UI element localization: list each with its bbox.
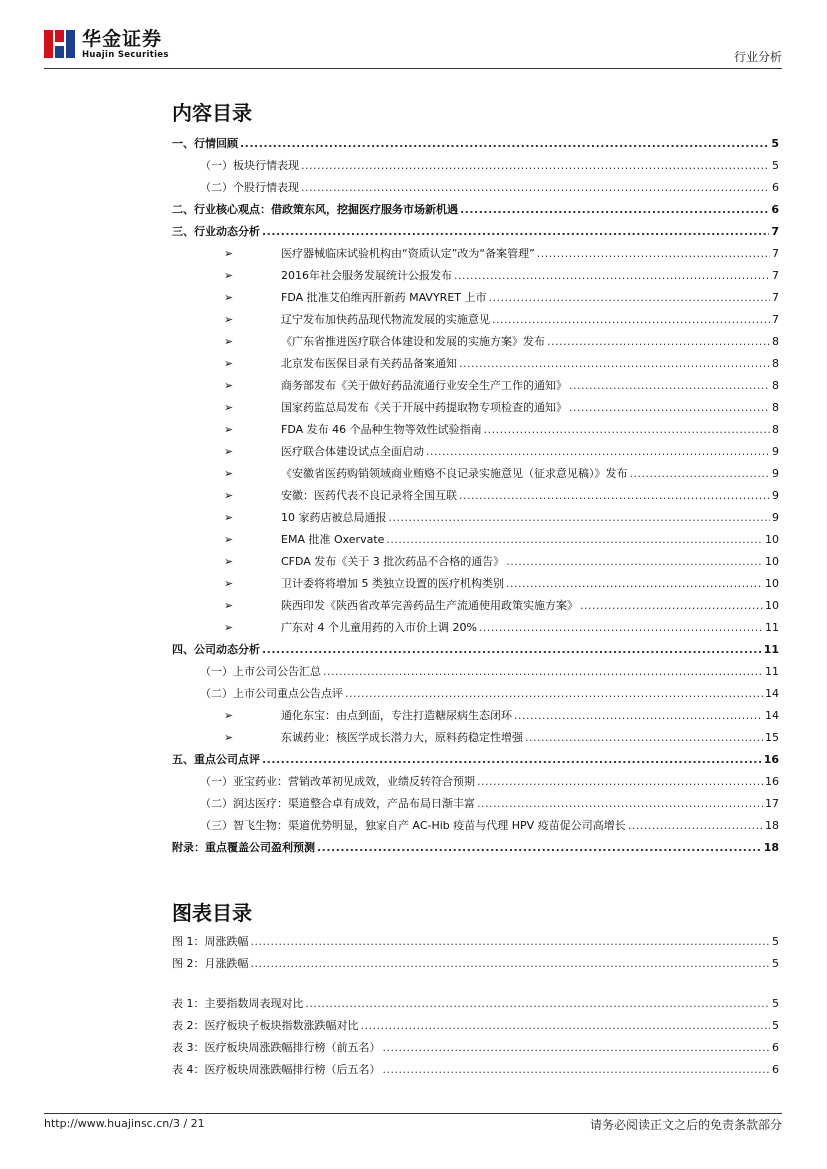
toc-entry[interactable] [172,155,779,177]
toc-entry[interactable] [172,595,779,617]
toc-entry-page: 8 [772,401,779,414]
dot-leader [460,199,769,221]
arrow-bullet-icon: ➢ [224,511,234,524]
toc-entry-title: （一）亚宝药业：营销改革初见成效，业绩反转符合预期 [200,775,475,788]
contents-list [172,133,779,859]
footer-divider [44,1113,782,1114]
dot-leader [514,705,763,727]
arrow-bullet-icon: ➢ [224,269,234,282]
dot-leader [240,133,769,155]
toc-entry-page: 7 [772,291,779,304]
footer-url[interactable]: http://www.huajinsc.cn/ [44,1117,173,1130]
toc-entry-title: 图 2：月涨跌幅 [172,957,249,970]
arrow-bullet-icon: ➢ [224,577,234,590]
arrow-bullet-icon: ➢ [224,555,234,568]
toc-entry-title: 国家药监总局发布《关于开展中药提取物专项检查的通知》 [281,401,567,414]
arrow-bullet-icon: ➢ [224,357,234,370]
toc-entry[interactable] [172,463,779,485]
toc-entry-page: 8 [772,357,779,370]
toc-entry-title: 表 1：主要指数周表现对比 [172,997,304,1010]
toc-entry-title: （二）润达医疗：渠道整合卓有成效，产品布局日渐丰富 [200,797,475,810]
dot-leader [459,353,770,375]
toc-entry-page: 5 [772,935,779,948]
toc-entry[interactable] [172,529,779,551]
toc-entry-page: 8 [772,335,779,348]
dot-leader [262,221,769,243]
page-header [44,28,782,66]
arrow-bullet-icon: ➢ [224,423,234,436]
dot-leader [383,1037,771,1059]
toc-entry-page: 6 [772,1041,779,1054]
contents-title: 内容目录 [172,101,252,125]
figures-title: 图表目录 [172,901,252,925]
toc-entry[interactable] [172,815,779,837]
dot-leader [383,1059,771,1081]
dot-leader [345,683,763,705]
toc-entry[interactable] [172,749,779,771]
toc-entry-page: 16 [765,775,779,788]
arrow-bullet-icon: ➢ [224,533,234,546]
toc-entry-page: 6 [772,181,779,194]
dot-leader [251,953,771,975]
toc-entry-title: 广东对 4 个儿童用药的入市价上调 20% [281,621,477,634]
arrow-bullet-icon: ➢ [224,467,234,480]
toc-entry-page: 5 [771,137,779,150]
toc-entry[interactable] [172,441,779,463]
toc-entry-title: （三）智飞生物：渠道优势明显，独家自产 AC-Hib 疫苗与代理 HPV 疫苗促公司高增长 [200,819,626,832]
toc-entry[interactable] [172,375,779,397]
toc-entry[interactable] [172,953,779,975]
toc-entry[interactable] [172,683,779,705]
arrow-bullet-icon: ➢ [224,313,234,326]
dot-leader [301,155,770,177]
toc-entry-page: 8 [772,423,779,436]
toc-entry-page: 10 [765,577,779,590]
dot-leader [630,463,771,485]
toc-entry-page: 10 [765,555,779,568]
footer-disclaimer: 请务必阅读正文之后的免责条款部分 [589,1118,782,1132]
toc-entry[interactable] [172,793,779,815]
toc-entry-title: 陕西印发《陕西省改革完善药品生产流通使用政策实施方案》 [281,599,578,612]
toc-entry-title: 安徽：医药代表不良记录将全国互联 [281,489,457,502]
toc-entry-page: 18 [763,841,779,854]
toc-entry-title: 《安徽省医药购销领域商业贿赂不良记录实施意见（征求意见稿）》发布 [281,467,628,480]
toc-entry-title: 北京发布医保目录有关药品备案通知 [281,357,457,370]
toc-entry[interactable] [172,353,779,375]
report-category: 行业分析 [733,50,782,64]
toc-entry-title: 10 家药店被总局通报 [281,511,387,524]
header-divider [44,68,782,69]
toc-entry-title: （一）上市公司公告汇总 [200,665,321,678]
dot-leader [547,331,770,353]
toc-entry-title: 二、行业核心观点：借政策东风，挖掘医疗服务市场新机遇 [172,203,458,216]
toc-entry-page: 11 [765,621,779,634]
list-spacer [172,975,779,993]
toc-entry[interactable] [172,1037,779,1059]
toc-entry-page: 18 [765,819,779,832]
toc-entry-page: 11 [765,665,779,678]
toc-entry[interactable] [172,331,779,353]
toc-entry-title: 东诚药业：核医学成长潜力大，原料药稳定性增强 [281,731,523,744]
dot-leader [628,815,763,837]
toc-entry[interactable] [172,177,779,199]
toc-entry-page: 5 [772,957,779,970]
toc-entry[interactable] [172,287,779,309]
logo-english-name: Huajin Securities [82,50,169,60]
toc-entry-title: 表 4：医疗板块周涨跌幅排行榜（后五名） [172,1063,381,1076]
toc-entry-title: 五、重点公司点评 [172,753,260,766]
dot-leader [477,793,763,815]
arrow-bullet-icon: ➢ [224,621,234,634]
toc-entry-page: 17 [765,797,779,810]
toc-entry[interactable] [172,1015,779,1037]
dot-leader [301,177,770,199]
toc-entry[interactable] [172,617,779,639]
toc-entry[interactable] [172,243,779,265]
toc-entry-title: （二）上市公司重点公告点评 [200,687,343,700]
dot-leader [426,441,770,463]
toc-entry[interactable] [172,837,779,859]
dot-leader [262,639,762,661]
toc-entry-title: 辽宁发布加快药品现代物流发展的实施意见 [281,313,490,326]
toc-entry-page: 6 [771,203,779,216]
toc-entry-page: 5 [772,997,779,1010]
toc-entry[interactable] [172,507,779,529]
toc-entry-page: 10 [765,599,779,612]
dot-leader [361,1015,771,1037]
arrow-bullet-icon: ➢ [224,709,234,722]
toc-entry-title: FDA 发布 46 个品种生物等效性试验指南 [281,423,482,436]
toc-entry-title: EMA 批准 Oxervate [281,533,385,546]
toc-entry-page: 5 [772,159,779,172]
dot-leader [323,661,763,683]
dot-leader [569,375,770,397]
toc-entry-title: （二）个股行情表现 [200,181,299,194]
toc-entry-page: 11 [763,643,779,656]
arrow-bullet-icon: ➢ [224,291,234,304]
toc-entry-title: 四、公司动态分析 [172,643,260,656]
toc-entry[interactable] [172,265,779,287]
dot-leader [580,595,763,617]
toc-entry-page: 7 [772,269,779,282]
toc-entry-title: 医疗器械临床试验机构由“资质认定”改为“备案管理” [281,247,535,260]
arrow-bullet-icon: ➢ [224,489,234,502]
toc-entry-page: 14 [765,687,779,700]
arrow-bullet-icon: ➢ [224,599,234,612]
toc-entry[interactable] [172,485,779,507]
toc-entry-title: 商务部发布《关于做好药品流通行业安全生产工作的通知》 [281,379,567,392]
toc-entry[interactable] [172,419,779,441]
toc-entry[interactable] [172,931,779,953]
toc-entry-title: 《广东省推进医疗联合体建设和发展的实施方案》发布 [281,335,545,348]
toc-entry[interactable] [172,573,779,595]
arrow-bullet-icon: ➢ [224,335,234,348]
company-logo [44,28,169,60]
toc-entry-page: 7 [772,313,779,326]
dot-leader [525,727,763,749]
huajin-logo-icon [44,28,76,60]
toc-entry-title: 卫计委将将增加 5 类独立设置的医疗机构类别 [281,577,504,590]
toc-entry-title: 三、行业动态分析 [172,225,260,238]
toc-entry[interactable] [172,639,779,661]
toc-entry-title: 通化东宝：由点到面，专注打造糖尿病生态闭环 [281,709,512,722]
toc-entry-page: 9 [772,445,779,458]
toc-entry-page: 15 [765,731,779,744]
toc-entry-title: 表 2：医疗板块子板块指数涨跌幅对比 [172,1019,359,1032]
toc-entry[interactable] [172,705,779,727]
toc-entry-page: 6 [772,1063,779,1076]
dot-leader [262,749,762,771]
dot-leader [454,265,770,287]
dot-leader [489,287,771,309]
toc-entry-page: 7 [771,225,779,238]
dot-leader [389,507,771,529]
toc-entry[interactable] [172,993,779,1015]
toc-entry[interactable] [172,309,779,331]
toc-entry-page: 7 [772,247,779,260]
toc-entry-title: 图 1：周涨跌幅 [172,935,249,948]
toc-entry[interactable] [172,397,779,419]
dot-leader [537,243,770,265]
footer-url-page [44,1117,205,1130]
logo-chinese-name: 华金证券 [82,28,163,50]
dot-leader [459,485,770,507]
toc-entry-page: 9 [772,511,779,524]
toc-entry[interactable] [172,1059,779,1081]
dot-leader [492,309,770,331]
dot-leader [506,551,763,573]
toc-entry-title: 表 3：医疗板块周涨跌幅排行榜（前五名） [172,1041,381,1054]
toc-entry-title: CFDA 发布《关于 3 批次药品不合格的通告》 [281,555,505,568]
toc-entry[interactable] [172,727,779,749]
dot-leader [386,529,763,551]
figures-list [172,931,779,1081]
dot-leader [317,837,762,859]
toc-entry[interactable] [172,221,779,243]
arrow-bullet-icon: ➢ [224,379,234,392]
toc-entry-page: 5 [772,1019,779,1032]
toc-entry-title: FDA 批准艾伯维丙肝新药 MAVYRET 上市 [281,291,487,304]
arrow-bullet-icon: ➢ [224,445,234,458]
toc-entry-title: （一）板块行情表现 [200,159,299,172]
dot-leader [569,397,770,419]
toc-entry[interactable] [172,133,779,155]
toc-entry[interactable] [172,551,779,573]
toc-entry-title: 附录：重点覆盖公司盈利预测 [172,841,315,854]
toc-entry-page: 9 [772,489,779,502]
toc-entry-title: 一、行情回顾 [172,137,238,150]
arrow-bullet-icon: ➢ [224,731,234,744]
toc-entry[interactable] [172,199,779,221]
toc-entry-page: 16 [763,753,779,766]
dot-leader [306,993,771,1015]
toc-entry-page: 8 [772,379,779,392]
footer-page-number: 3 / 21 [172,1117,205,1130]
dot-leader [477,771,763,793]
toc-entry[interactable] [172,771,779,793]
dot-leader [506,573,763,595]
toc-entry-page: 9 [772,467,779,480]
dot-leader [484,419,770,441]
toc-entry-page: 10 [765,533,779,546]
toc-entry[interactable] [172,661,779,683]
dot-leader [251,931,771,953]
toc-entry-page: 14 [765,709,779,722]
arrow-bullet-icon: ➢ [224,401,234,414]
toc-entry-title: 2016年社会服务发展统计公报发布 [281,269,452,282]
toc-entry-title: 医疗联合体建设试点全面启动 [281,445,424,458]
arrow-bullet-icon: ➢ [224,247,234,260]
dot-leader [479,617,763,639]
